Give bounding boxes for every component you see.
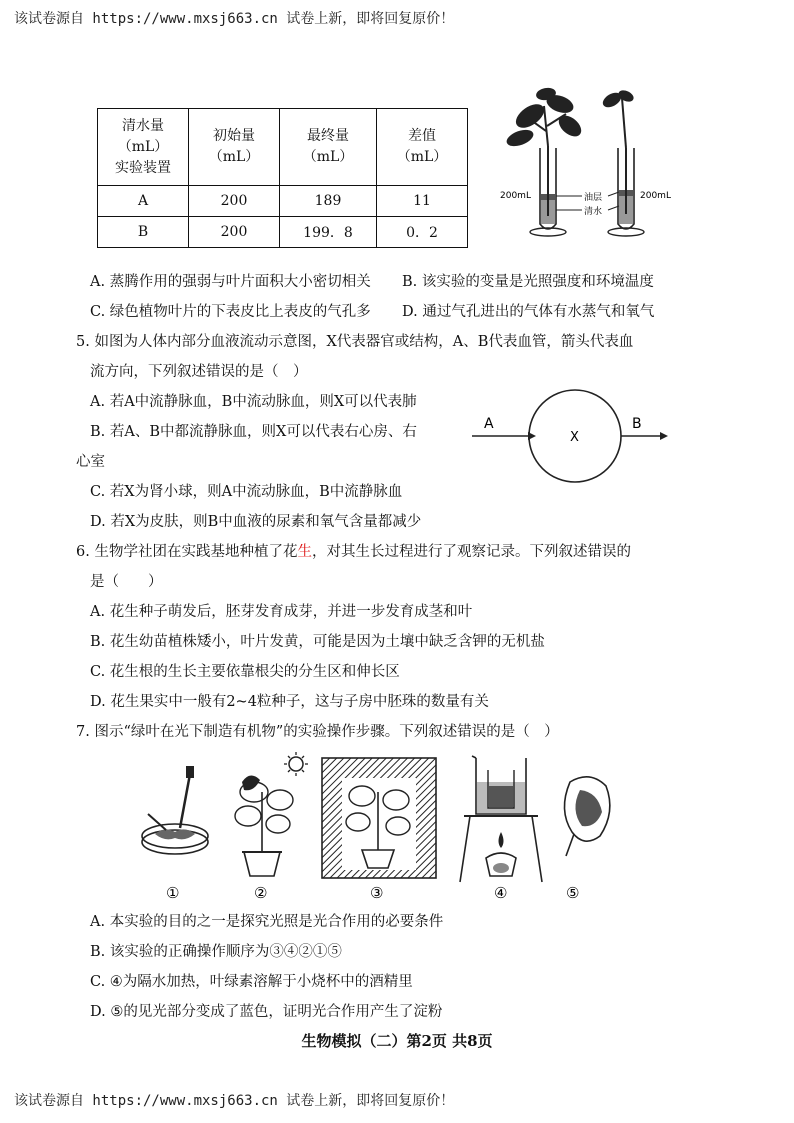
q5-stem-line2: 流方向，下列叙述错误的是（ ）	[90, 364, 308, 380]
q4-option-b: B. 该实验的变量是光照强度和环境温度	[402, 274, 654, 290]
step-label-5: ⑤	[566, 884, 580, 902]
step-label-4: ④	[494, 884, 508, 902]
q6-option-b: B. 花生幼苗植株矮小，叶片发黄，可能是因为土壤中缺乏含钾的无机盐	[90, 634, 545, 650]
q7-option-d: D. ⑤的见光部分变成了蓝色，证明光合作用产生了淀粉	[90, 1004, 443, 1020]
q5-option-b-line1: B. 若A、B中都流静脉血，则X可以代表右心房、右	[90, 424, 417, 440]
step-label-3: ③	[370, 884, 384, 902]
page-footer: 生物模拟（二）第2页 共8页	[301, 1032, 493, 1050]
table-cell: 11	[377, 186, 468, 217]
table-cell: 200	[189, 186, 280, 217]
q4-option-a: A. 蒸腾作用的强弱与叶片面积大小密切相关	[90, 274, 371, 290]
q5-option-d: D. 若X为皮肤，则B中血液的尿素和氧气含量都减少	[90, 514, 422, 530]
q4-option-c: C. 绿色植物叶片的下表皮比上表皮的气孔多	[90, 304, 371, 320]
q6-stem-line2: 是（ ）	[90, 574, 163, 590]
step-3-dark-box-icon	[322, 758, 436, 878]
q7-option-b: B. 该实验的正确操作顺序为③④②①⑤	[90, 944, 342, 960]
table-header-cell: 清水量 （mL） 实验装置	[98, 109, 189, 186]
left-volume-label: 200mL	[500, 191, 531, 201]
test-tube-figure	[500, 86, 680, 246]
q5-option-c: C. 若X为肾小球，则A中流动脉血，B中流静脉血	[90, 484, 403, 500]
table-header-cell: 差值 （mL）	[377, 109, 468, 186]
table-header-cell: 最终量 （mL）	[280, 109, 377, 186]
q5-option-b-line2: 心室	[76, 454, 105, 470]
step-5-leaf-icon	[564, 777, 609, 856]
table-cell: 0．2	[377, 217, 468, 248]
step-label-2: ②	[254, 884, 268, 902]
top-banner: 该试卷源自 https://www.mxsj663.cn 试卷上新，即将回复原价！	[14, 11, 455, 27]
q6-red-char: 生	[297, 544, 312, 560]
experiment-steps-figure	[130, 752, 620, 904]
right-volume-label: 200mL	[640, 191, 671, 201]
circulation-diagram	[470, 384, 680, 488]
q4-option-d: D. 通过气孔进出的气体有水蒸气和氧气	[402, 304, 655, 320]
vessel-a-label: A	[484, 416, 494, 432]
bottom-banner: 该试卷源自 https://www.mxsj663.cn 试卷上新，即将回复原价！	[14, 1093, 455, 1109]
q7-option-a: A. 本实验的目的之一是探究光照是光合作用的必要条件	[90, 914, 444, 930]
table-cell: 200	[189, 217, 280, 248]
step-4-water-bath-icon	[460, 756, 542, 882]
step-2-plant-sun-icon	[235, 752, 308, 876]
step-label-1: ①	[166, 884, 180, 902]
q6-option-d: D. 花生果实中一般有2~4粒种子，这与子房中胚珠的数量有关	[90, 694, 489, 710]
q7-option-c: C. ④为隔水加热，叶绿素溶解于小烧杯中的酒精里	[90, 974, 413, 990]
oil-layer-label: 油层	[584, 193, 603, 203]
table-header-cell: 初始量 （mL）	[189, 109, 280, 186]
q7-stem: 7. 图示“绿叶在光下制造有机物”的实验操作步骤。下列叙述错误的是（ ）	[76, 724, 559, 740]
table-cell: A	[98, 186, 189, 217]
table-cell: 199．8	[280, 217, 377, 248]
q5-option-a: A. 若A中流静脉血，B中流动脉血，则X可以代表肺	[90, 394, 417, 410]
table-row	[98, 186, 468, 217]
vessel-b-label: B	[632, 416, 642, 432]
table-header-row	[98, 109, 468, 186]
q6-option-c: C. 花生根的生长主要依靠根尖的分生区和伸长区	[90, 664, 400, 680]
table-row	[98, 217, 468, 248]
q6-option-a: A. 花生种子萌发后，胚芽发育成芽，并进一步发育成茎和叶	[90, 604, 473, 620]
water-label: 清水	[584, 207, 603, 217]
q5-stem-line1: 5. 如图为人体内部分血液流动示意图，X代表器官或结构，A、B代表血管，箭头代表血	[76, 334, 634, 350]
step-1-dish-icon	[142, 766, 208, 854]
table-cell: B	[98, 217, 189, 248]
water-table	[97, 108, 468, 248]
organ-x-label: X	[570, 430, 579, 445]
table-cell: 189	[280, 186, 377, 217]
q6-stem-line1: 6. 生物学社团在实践基地种植了花生，对其生长过程进行了观察记录。下列叙述错误的	[76, 544, 631, 560]
